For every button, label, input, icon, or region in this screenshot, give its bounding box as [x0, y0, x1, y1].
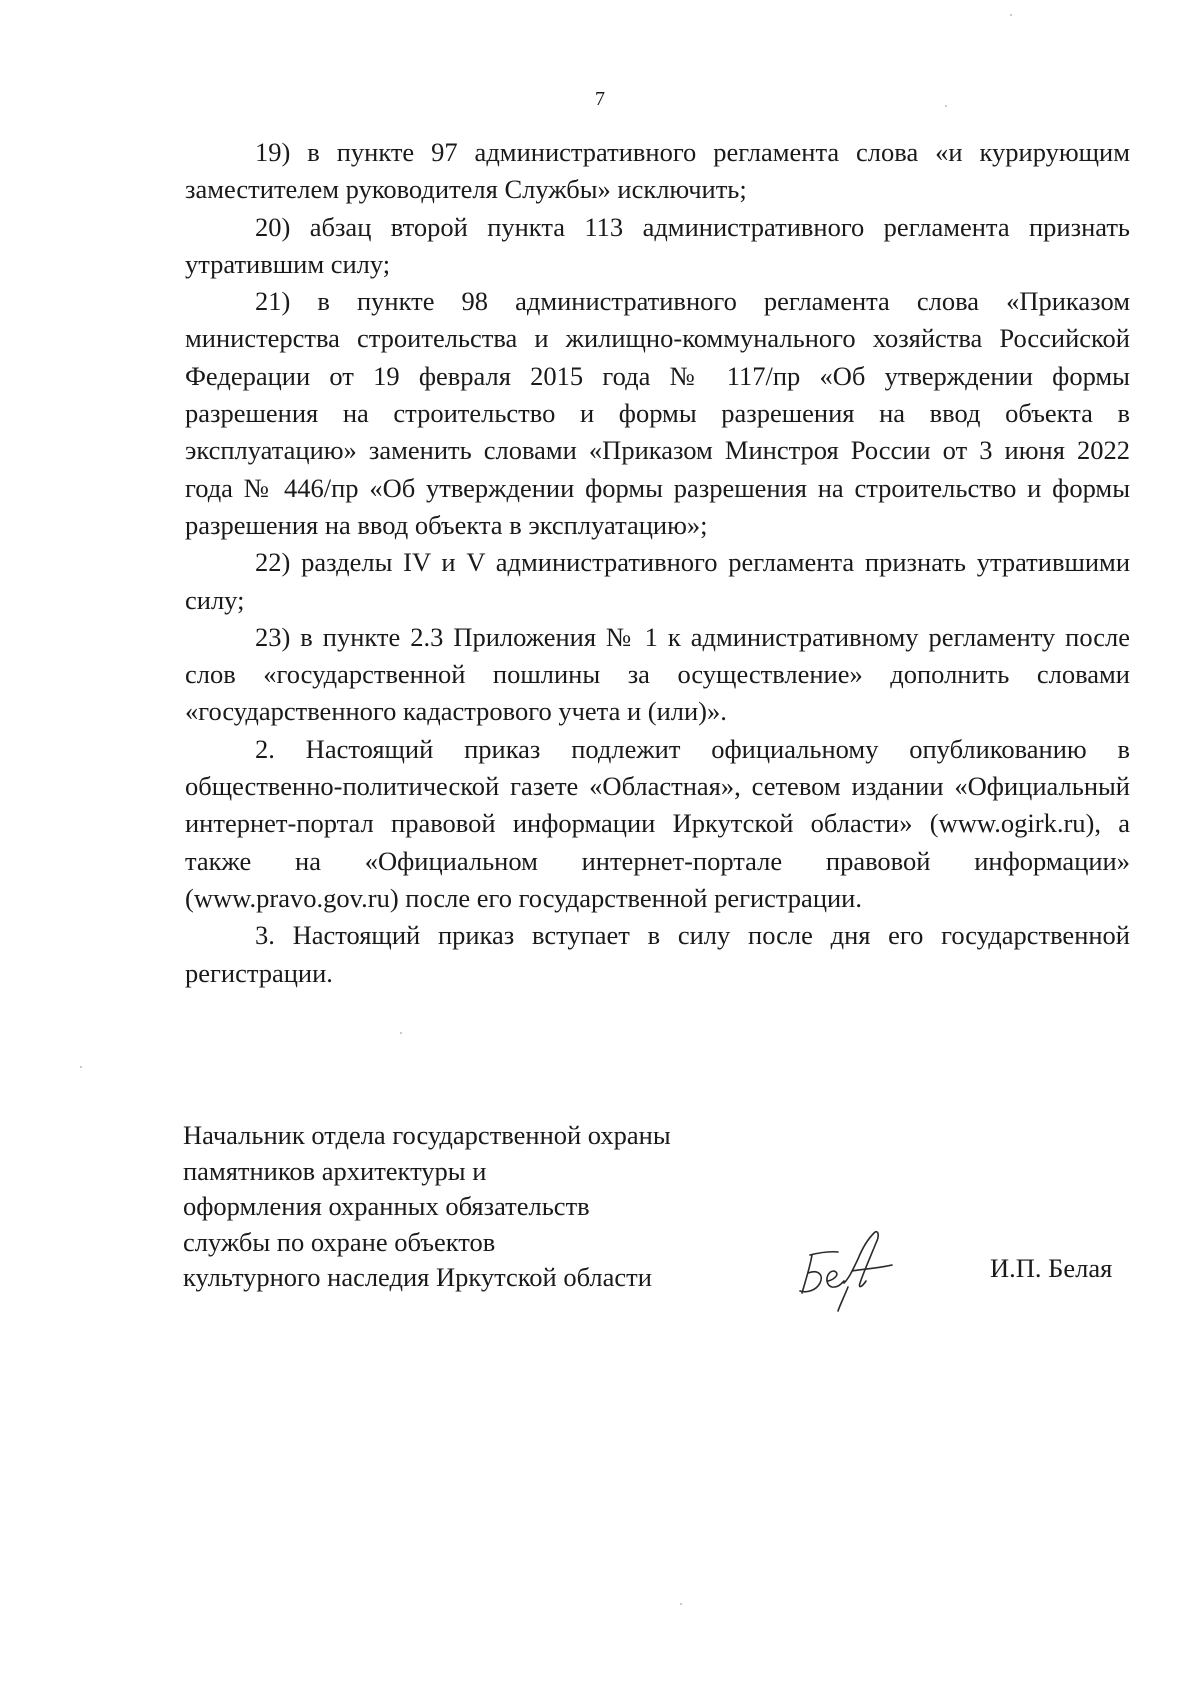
signer-position-line: культурного наследия Иркутской области — [183, 1262, 652, 1292]
signer-position-line: оформления охранных обязательств — [183, 1191, 590, 1221]
paragraph-item-20: 20) абзац второй пункта 113 административного регламента признать утратившим силу; — [185, 211, 1130, 279]
paragraph-point-2: 2. Настоящий приказ подлежит официальному опубликованию в общественно-политической газете «Областная», сетевом издании «Официальный интернет-портал правовой информации Иркутской области» (www.ogirk.ru), а также на «Официальном интернет-портале правовой информации» (www.pravo.gov.ru) после его государственной регистрации. — [185, 733, 1130, 913]
scan-speck — [1010, 14, 1012, 16]
signer-position-line: памятников архитектуры и — [183, 1155, 487, 1186]
handwritten-signature — [788, 1215, 908, 1315]
paragraph-point-3: 3. Настоящий приказ вступает в силу после дня его государственной регистрации. — [185, 920, 1130, 988]
scan-speck — [400, 1032, 402, 1034]
scan-speck — [80, 1066, 82, 1068]
paragraph-item-19: 19) в пункте 97 административного регламента слова «и курирующим заместителем руководителя Службы» исключить; — [185, 137, 1130, 205]
scan-speck — [680, 1603, 682, 1605]
signer-position-line: службы по охране объектов — [183, 1226, 496, 1257]
page-number: 7 — [595, 88, 605, 110]
signer-position — [183, 1118, 723, 1296]
paragraph-item-23: 23) в пункте 2.3 Приложения № 1 к административному регламенту после слов «государственной пошлины за осуществление» дополнить словами «государственного кадастрового учета и (или)». — [185, 621, 1130, 727]
paragraph-item-21: 21) в пункте 98 административного регламента слова «Приказом министерства строительства и жилищно-коммунального хозяйства Российской Федерации от 19 февраля 2015 года № 117/пр «Об утверждении формы разрешения на строительство и формы разрешения на ввод объекта в эксплуатацию» заменить словами «Приказом Минстроя России от 3 июня 2022 года № 446/пр «Об утверждении формы разрешения на строительство и формы разрешения на ввод объекта в эксплуатацию»; — [185, 286, 1130, 540]
signer-position-line: Начальник отдела государственной охраны — [183, 1120, 671, 1150]
scan-speck — [945, 105, 947, 107]
signer-name: И.П. Белая — [990, 1253, 1113, 1283]
paragraph-item-22: 22) разделы IV и V административного регламента признать утратившими силу; — [185, 547, 1130, 615]
document-body — [185, 134, 1130, 992]
